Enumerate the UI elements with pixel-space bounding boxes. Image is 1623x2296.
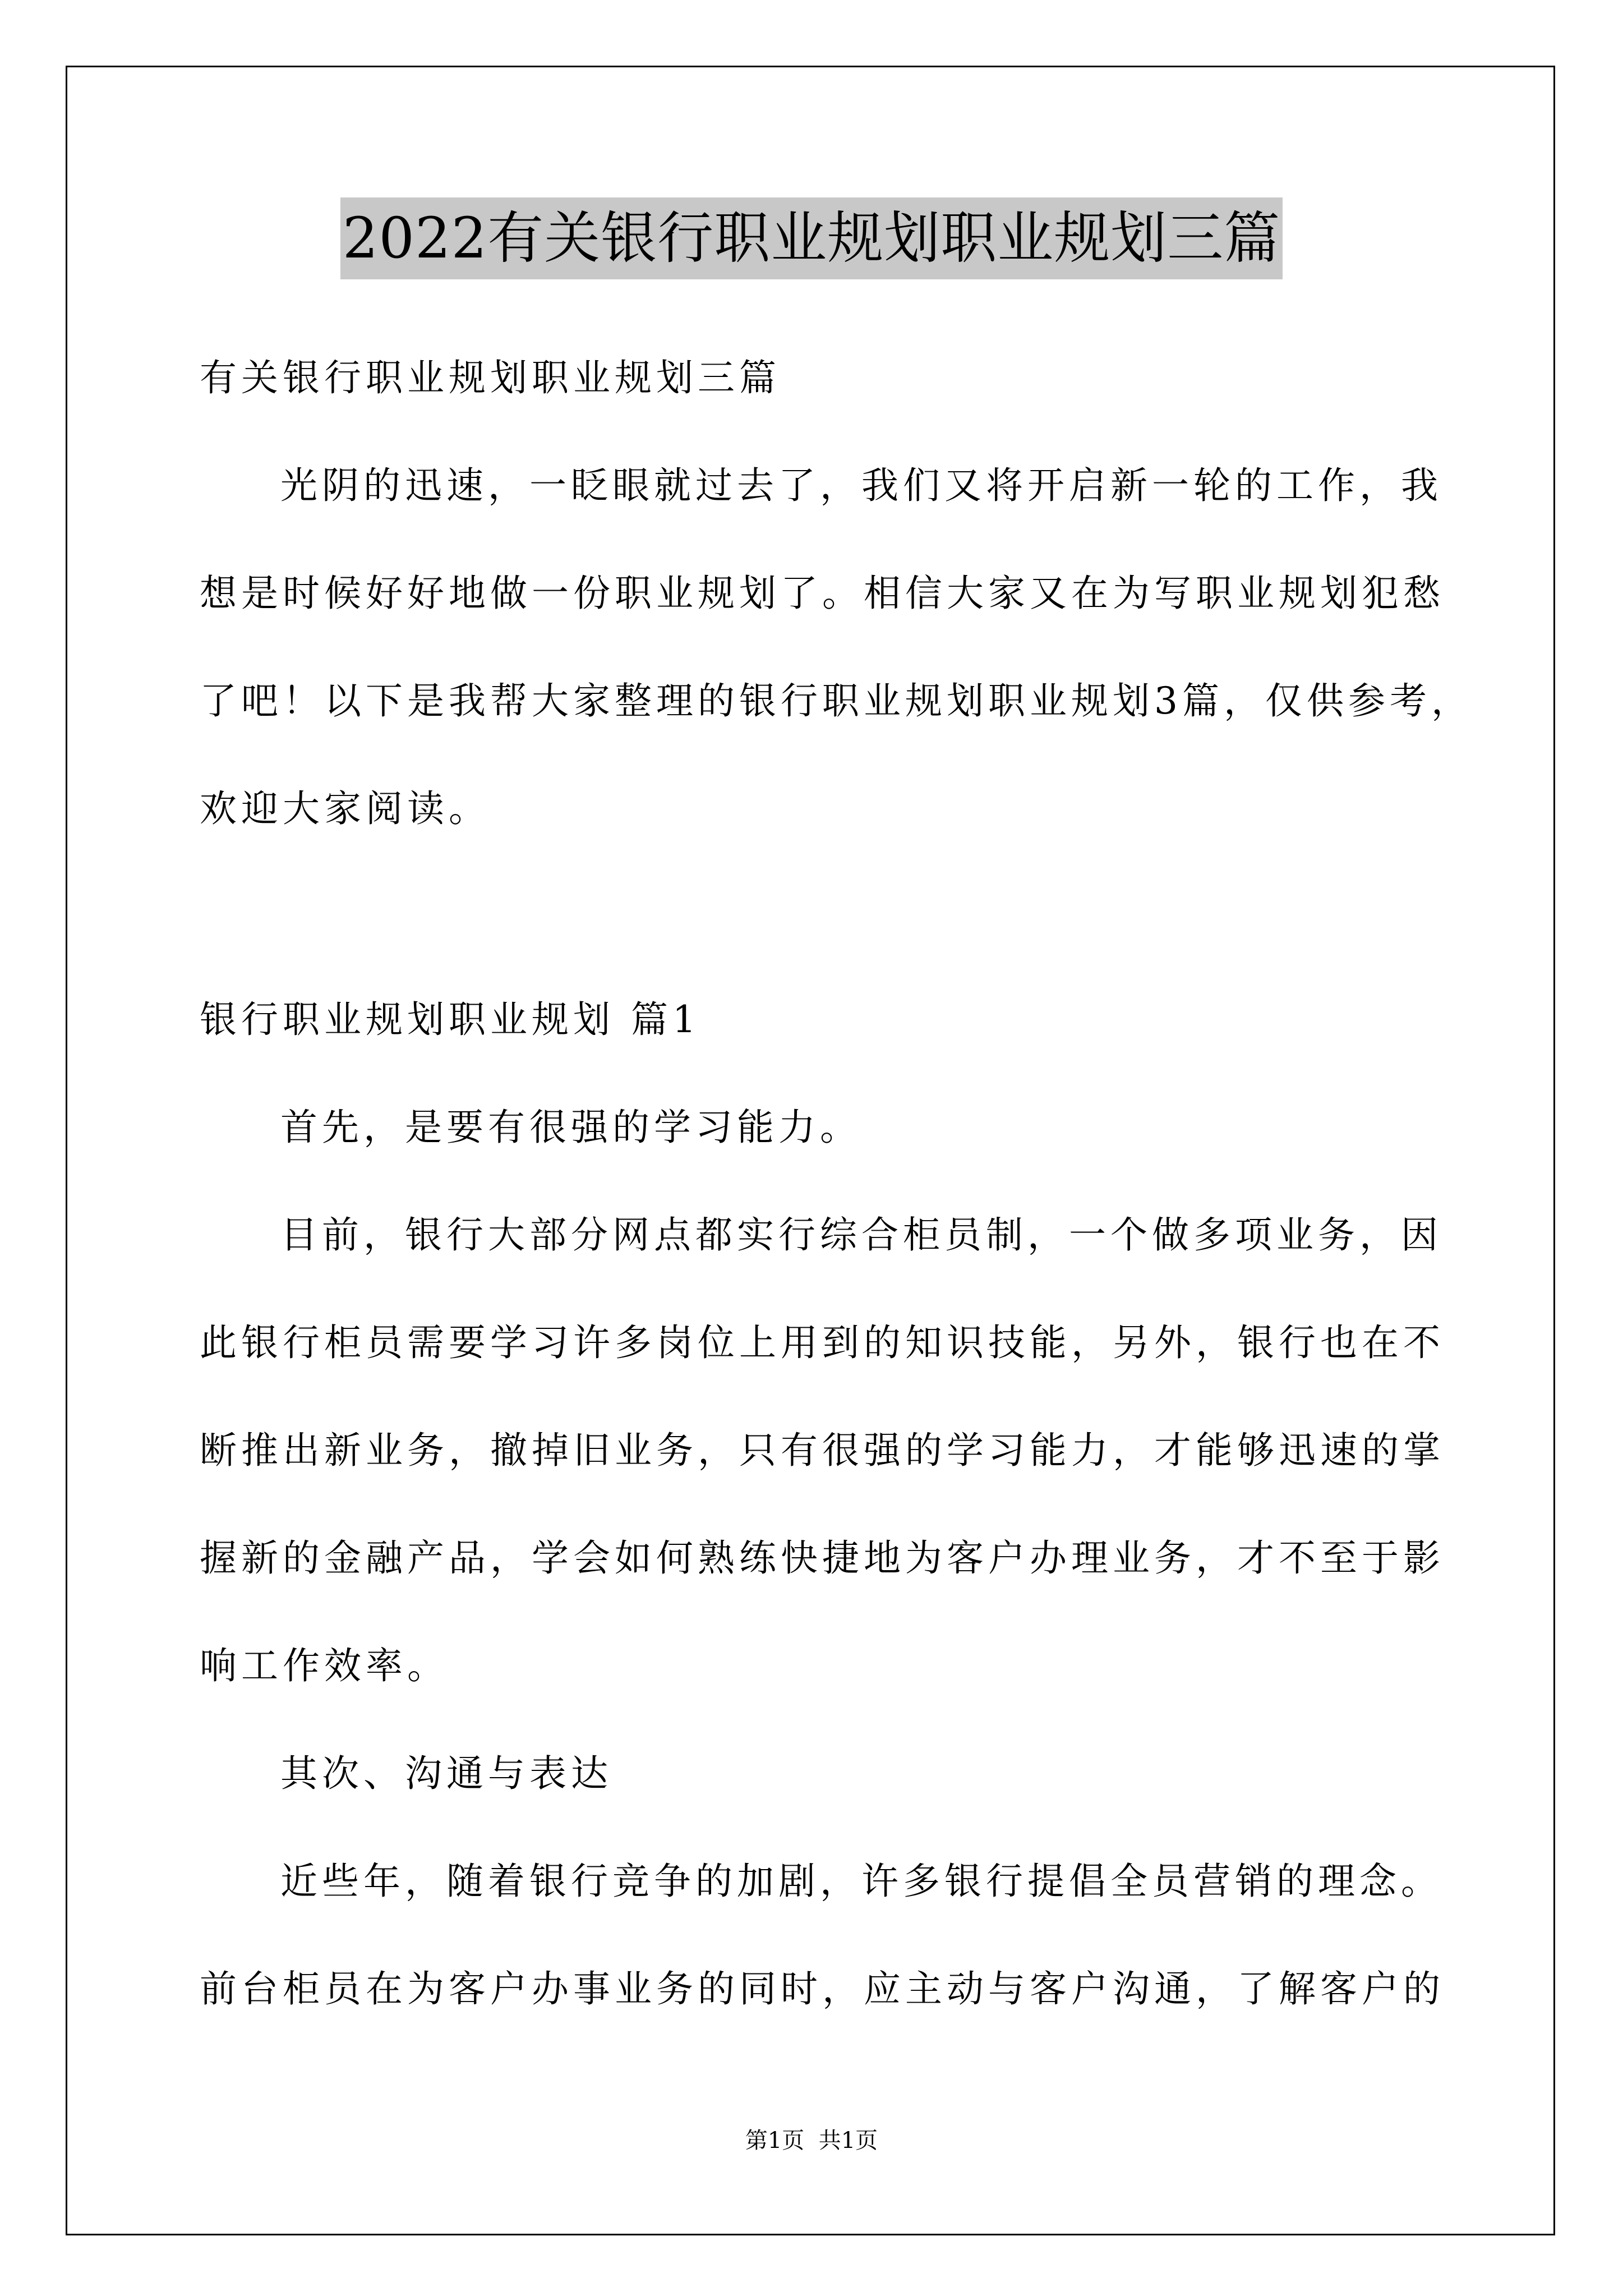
paragraph-line: 了吧！以下是我帮大家整理的银行职业规划职业规划3篇，仅供参考， xyxy=(200,679,1473,723)
section-heading: 银行职业规划职业规划 篇1 xyxy=(200,998,700,1041)
paragraph-line: 其次、沟通与表达 xyxy=(280,1752,612,1795)
title-container xyxy=(0,197,1623,279)
document-subtitle: 有关银行职业规划职业规划三篇 xyxy=(200,356,781,399)
document-title: 2022有关银行职业规划职业规划三篇 xyxy=(340,197,1283,279)
paragraph-line: 前台柜员在为客户办事业务的同时，应主动与客户沟通，了解客户的 xyxy=(200,1967,1445,2010)
paragraph-line: 想是时候好好地做一份职业规划了。相信大家又在为写职业规划犯愁 xyxy=(200,572,1445,615)
paragraph-line: 近些年，随着银行竞争的加剧，许多银行提倡全员营销的理念。 xyxy=(280,1860,1442,1903)
paragraph-line: 响工作效率。 xyxy=(200,1644,449,1687)
paragraph-line: 光阴的迅速，一眨眼就过去了，我们又将开启新一轮的工作，我 xyxy=(280,464,1442,507)
paragraph-line: 欢迎大家阅读。 xyxy=(200,787,490,830)
page-footer: 第1页 共1页 xyxy=(745,2128,878,2154)
paragraph-line: 断推出新业务，撤掉旧业务，只有很强的学习能力，才能够迅速的掌 xyxy=(200,1429,1445,1472)
paragraph-line: 目前，银行大部分网点都实行综合柜员制，一个做多项业务，因 xyxy=(280,1213,1442,1257)
paragraph-line: 首先，是要有很强的学习能力。 xyxy=(280,1106,861,1149)
paragraph-line: 此银行柜员需要学习许多岗位上用到的知识技能，另外，银行也在不 xyxy=(200,1321,1445,1364)
paragraph-line: 握新的金融产品，学会如何熟练快捷地为客户办理业务，才不至于影 xyxy=(200,1536,1445,1580)
